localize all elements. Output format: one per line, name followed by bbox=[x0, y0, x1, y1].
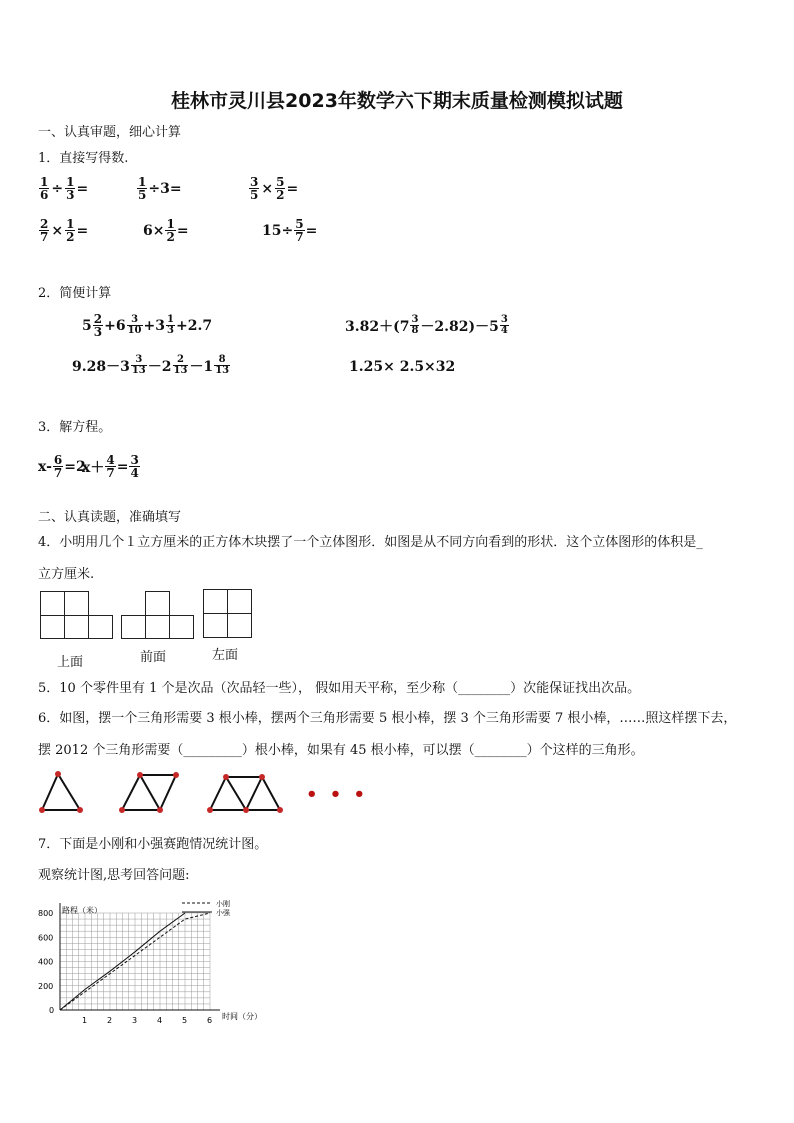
y-tick-label: 0 bbox=[49, 1006, 55, 1015]
q7-subtitle: 观察统计图,思考回答问题: bbox=[38, 868, 190, 883]
fraction: $\frac{8}{13}$ bbox=[215, 354, 230, 376]
fraction: $\frac{3}{4}$ bbox=[500, 314, 508, 336]
fraction: $\frac{3}{13}$ bbox=[131, 354, 146, 376]
fraction: $\frac{3}{5}$ bbox=[250, 175, 259, 202]
q2-label: 2．简便计算 bbox=[38, 286, 112, 301]
q1-label: 1．直接写得数. bbox=[38, 151, 129, 166]
q1-item-1: $\frac{1}{6}$ ÷ $\frac{1}{3}$ = bbox=[40, 175, 89, 202]
triangle-1 bbox=[42, 774, 80, 810]
q2-expression-4: 1.25× 2.5×32 bbox=[349, 359, 456, 375]
q7-label: 7．下面是小刚和小强赛跑情况统计图。 bbox=[38, 837, 268, 852]
fraction: $\frac{5}{2}$ bbox=[276, 175, 285, 202]
x-tick-label: 2 bbox=[107, 1016, 113, 1025]
view-label-top: 上面 bbox=[57, 655, 84, 670]
fraction: $\frac{2}{3}$ bbox=[93, 312, 103, 339]
fraction: $\frac{1}{3}$ bbox=[167, 314, 174, 336]
triangle-pattern-figure bbox=[36, 768, 296, 818]
y-tick-label: 400 bbox=[38, 957, 54, 967]
ellipsis-dots: • • • bbox=[306, 784, 369, 805]
q1-item-6: 15÷ $\frac{5}{7}$ = bbox=[262, 217, 318, 244]
q1-item-4: $\frac{2}{7}$ × $\frac{1}{2}$ = bbox=[40, 217, 89, 244]
q6-text-line-2: 摆 2012 个三角形需要（_________）根小棒，如果有 45 根小棒，可以摆（________）个这样的三角形。 bbox=[38, 743, 644, 758]
fraction: $\frac{5}{7}$ bbox=[295, 217, 304, 244]
fraction: $\frac{2}{7}$ bbox=[40, 217, 49, 244]
fraction: $\frac{4}{7}$ bbox=[106, 453, 115, 480]
x-tick-label: 5 bbox=[182, 1016, 188, 1025]
fraction: $\frac{2}{13}$ bbox=[173, 354, 188, 376]
fraction: $\frac{3}{10}$ bbox=[127, 314, 142, 336]
triangle-3 bbox=[210, 777, 280, 810]
legend-label: 小强 bbox=[216, 909, 230, 917]
y-axis-label: 路程（米） bbox=[62, 906, 102, 915]
x-axis-label: 时间（分） bbox=[222, 1012, 262, 1021]
q4-text-line-1: 4．小明用几个１立方厘米的正方体木块摆了一个立体图形．如图是从不同方向看到的形状．这个立体图形的体积是_ bbox=[38, 535, 703, 550]
x-tick-label: 6 bbox=[207, 1016, 213, 1025]
x-tick-label: 3 bbox=[132, 1016, 138, 1025]
fraction: $\frac{1}{6}$ bbox=[40, 175, 49, 202]
q2-expression-2: 3.82＋(7 $\frac{3}{8}$ －2.82)－5 $\frac{3}{4}$ bbox=[345, 314, 508, 336]
view-label-left: 左面 bbox=[212, 648, 239, 663]
y-tick-label: 800 bbox=[38, 909, 54, 918]
x-tick-label: 1 bbox=[82, 1016, 88, 1025]
view-label-front: 前面 bbox=[140, 650, 167, 665]
fraction: $\frac{3}{4}$ bbox=[130, 453, 139, 480]
section-2-heading: 二、认真读题，准确填写 bbox=[38, 510, 182, 525]
q1-item-2: $\frac{1}{5}$ ÷3= bbox=[138, 175, 182, 202]
q2-expression-3: 9.28－3 $\frac{3}{13}$ －2 $\frac{2}{13}$ －1 $\frac{8}{13}$ bbox=[72, 354, 230, 376]
fraction: $\frac{1}{3}$ bbox=[66, 175, 75, 202]
q1-item-3: $\frac{3}{5}$ × $\frac{5}{2}$ = bbox=[250, 175, 299, 202]
q3-equation-1: x- $\frac{6}{7}$ =2 bbox=[38, 453, 86, 480]
race-line-chart bbox=[34, 895, 274, 1030]
q4-text-line-2: 立方厘米. bbox=[38, 567, 95, 582]
chart-grid bbox=[60, 913, 210, 1010]
legend-label: 小刚 bbox=[216, 900, 230, 908]
q5-text: 5．10 个零件里有 1 个是次品（次品轻一些）， 假如用天平称，至少称（________）次能保证找出次品。 bbox=[38, 681, 641, 696]
fraction: $\frac{1}{2}$ bbox=[66, 217, 75, 244]
fraction: $\frac{6}{7}$ bbox=[53, 453, 63, 480]
page-title: 桂林市灵川县2023年数学六下期末质量检测模拟试题 bbox=[171, 90, 623, 112]
fraction: $\frac{3}{8}$ bbox=[411, 314, 419, 336]
fraction: $\frac{1}{5}$ bbox=[138, 175, 147, 202]
q2-expression-1: 5 $\frac{2}{3}$ +6 $\frac{3}{10}$ +3 $\frac{1}{3}$ +2.7 bbox=[82, 312, 213, 339]
q3-equation-2: x＋ $\frac{4}{7}$ = $\frac{3}{4}$ bbox=[82, 453, 139, 480]
q6-text-line-1: 6．如图，摆一个三角形需要 3 根小棒，摆两个三角形需要 5 根小棒，摆 3 个三角形需要 7 根小棒，……照这样摆下去， bbox=[38, 711, 737, 726]
y-tick-label: 200 bbox=[38, 981, 54, 991]
y-tick-label: 600 bbox=[38, 933, 54, 943]
q1-item-5: 6× $\frac{1}{2}$ = bbox=[143, 217, 189, 244]
section-1-heading: 一、认真审题，细心计算 bbox=[38, 125, 182, 140]
triangle-2 bbox=[122, 775, 176, 810]
fraction: $\frac{1}{2}$ bbox=[166, 217, 175, 244]
x-tick-label: 4 bbox=[157, 1016, 163, 1025]
q3-label: 3．解方程。 bbox=[38, 420, 112, 435]
